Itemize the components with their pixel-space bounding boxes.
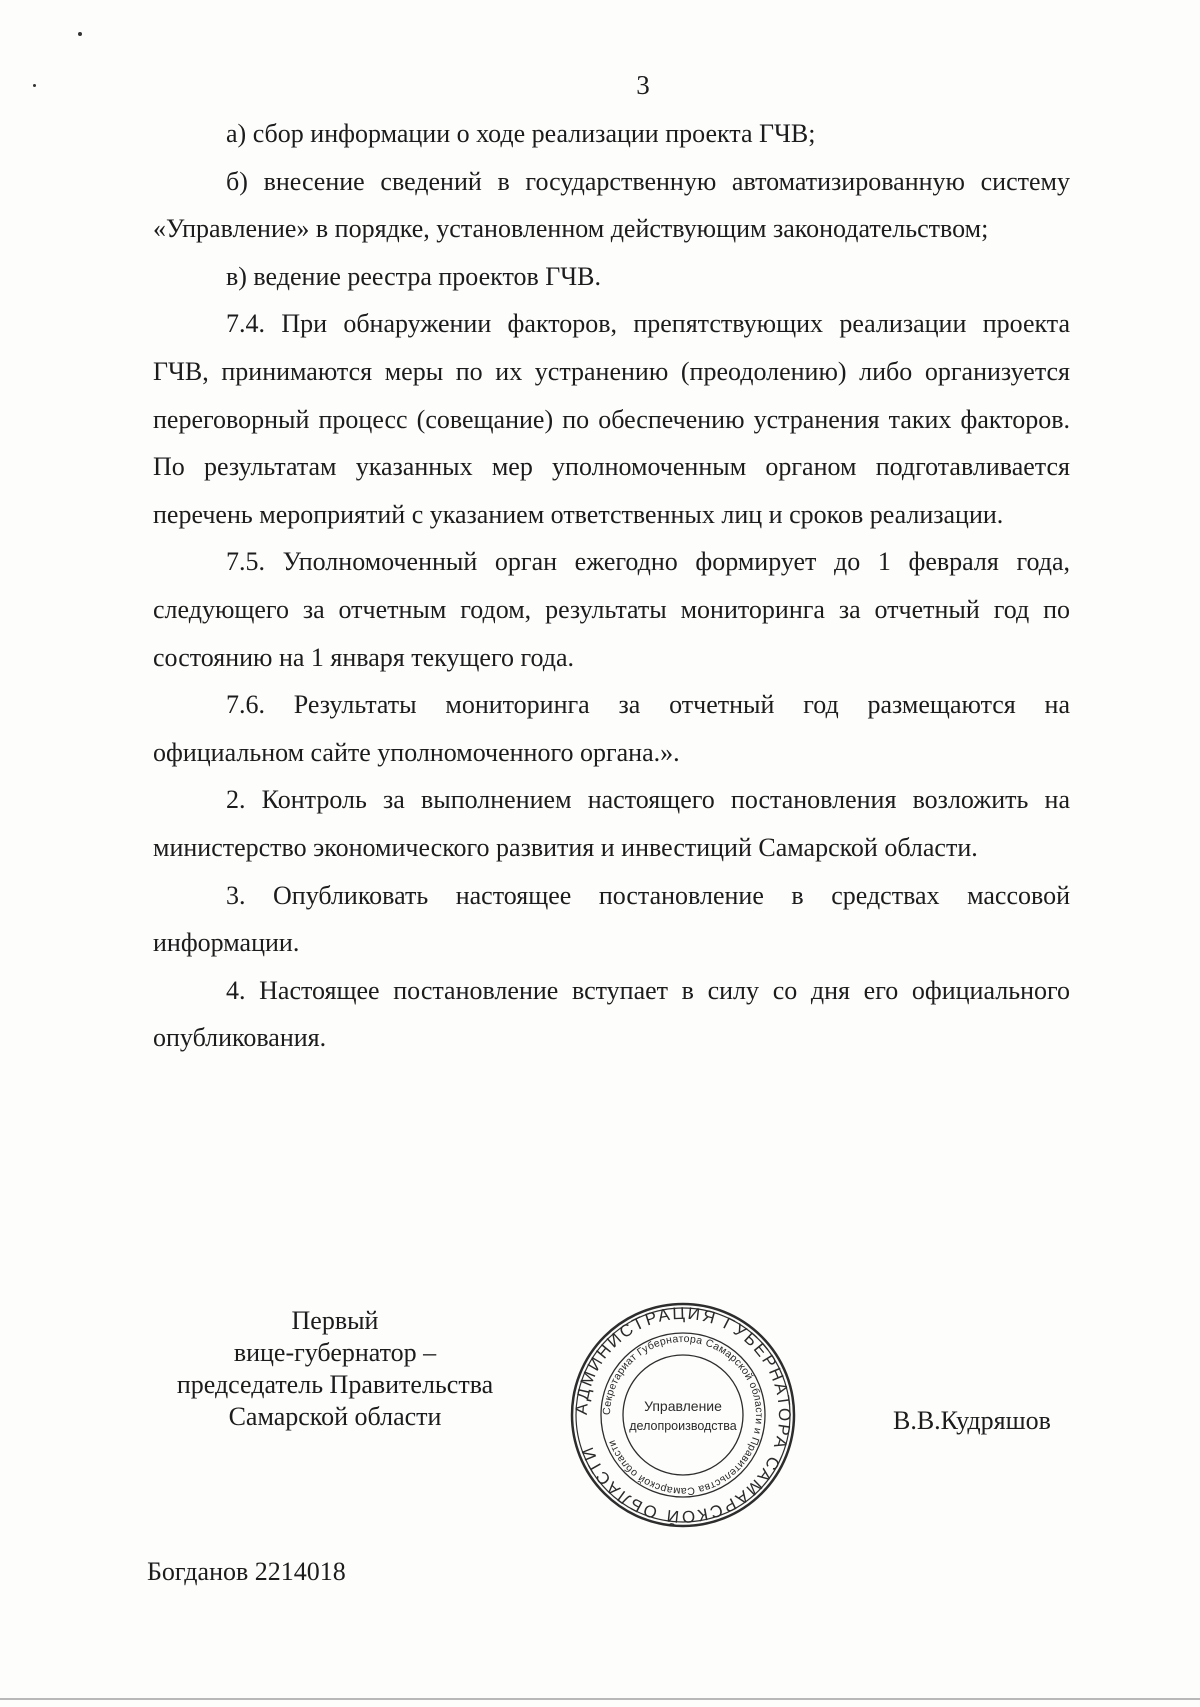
paragraph-4: 4. Настоящее постановление вступает в силу со дня его официального опубликования. (153, 975, 1070, 1053)
signatory-position (150, 1305, 520, 1433)
scan-speck (33, 84, 36, 87)
signatory-position-line: Первый (291, 1306, 379, 1335)
signatory-position-line: Самарской области (228, 1402, 442, 1431)
paragraph-7-5: 7.5. Уполномоченный орган ежегодно формирует до 1 февраля года, следующего за отчетным годом, результаты мониторинга за отчетный год по состоянию на 1 января текущего года. (153, 547, 1070, 672)
stamp-outer-text: АДМИНИСТРАЦИЯ ГУБЕРНАТОРА САМАРСКОЙ ОБЛАСТИ (571, 1303, 795, 1527)
stamp-inner-text: Секретариат Губернатора Самарской области и Правительства Самарской области (600, 1332, 766, 1498)
paragraph-item-b: б) внесение сведений в государственную автоматизированную систему «Управление» в порядке, установленном действующим законодательством; (153, 166, 1070, 244)
paragraph-7-4: 7.4. При обнаружении факторов, препятствующих реализации проекта ГЧВ, принимаются меры по их устранению (преодолению) либо организуется переговорный процесс (совещание) по обеспечению устранения таких факторов. По результатам указанных мер уполномоченным органом подготавливается перечень мероприятий с указанием ответственных лиц и сроков реализации. (153, 309, 1070, 529)
scan-edge-line (0, 1698, 1200, 1700)
page-number: 3 (636, 70, 650, 100)
executor-info: Богданов 2214018 (147, 1557, 346, 1586)
stamp-center-line: Управление (644, 1398, 722, 1414)
official-stamp (568, 1300, 798, 1530)
stamp-seal-icon (568, 1300, 798, 1530)
paragraph-2: 2. Контроль за выполнением настоящего постановления возложить на министерство экономического развития и инвестиций Самарской области. (153, 785, 1070, 862)
signatory-position-line: председатель Правительства (176, 1370, 494, 1399)
paragraph-item-v: в) ведение реестра проектов ГЧВ. (226, 261, 602, 291)
signatory-name: В.В.Кудряшов (893, 1406, 1051, 1435)
stamp-center-line: делопроизводства (629, 1419, 737, 1433)
signatory-position-line: вице-губернатор – (233, 1338, 437, 1367)
paragraph-item-a: а) сбор информации о ходе реализации проекта ГЧВ; (226, 119, 816, 148)
paragraph-7-6: 7.6. Результаты мониторинга за отчетный год размещаются на официальном сайте уполномоченного органа.». (153, 690, 1070, 767)
svg-text:Секретариат Губернатора Самарс (601, 1333, 765, 1497)
paragraph-3: 3. Опубликовать настоящее постановление в средствах массовой информации. (153, 880, 1070, 958)
scan-speck (78, 32, 82, 36)
document-body (153, 110, 1070, 1062)
